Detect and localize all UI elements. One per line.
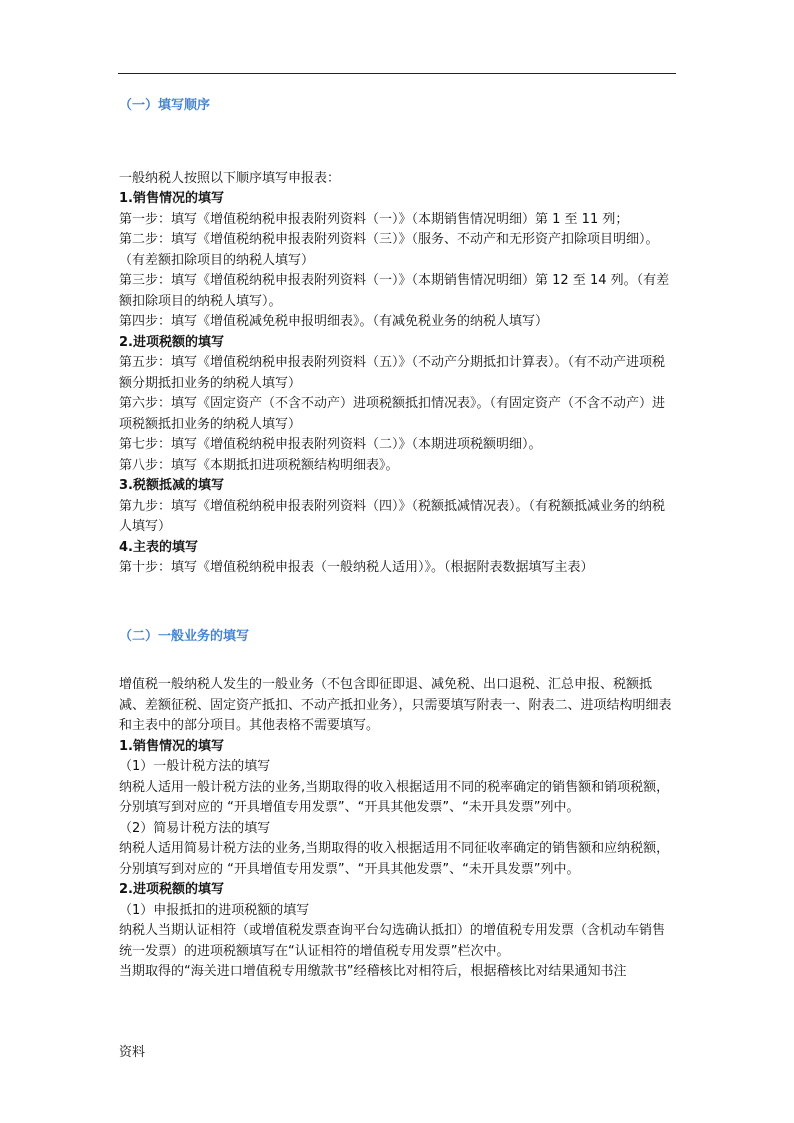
paragraph: 增值税一般纳税人发生的一般业务（不包含即征即退、减免税、出口退税、汇总申报、税额抵减、差额征税、固定资产抵扣、不动产抵扣业务），只需要填写附表一、附表二、进项结构明细表和主表中的部分项目。其他表格不需要填写。 — [119, 677, 672, 733]
step-2: 第二步：填写《增值税纳税申报表附列资料（三）》（服务、不动产和无形资产扣除项目明细）。（有差额扣除项目的纳税人填写） — [119, 232, 659, 268]
step-6: 第六步：填写《固定资产（不含不动产）进项税额抵扣情况表》。（有固定资产（不含不动产）进项税额抵扣业务的纳税人填写） — [119, 396, 666, 432]
item-title: （1）一般计税方法的填写 — [119, 759, 271, 774]
step-7: 第七步：填写《增值税纳税申报表附列资料（二）》（本期进项税额明细）。 — [119, 437, 542, 452]
step-8: 第八步：填写《本期抵扣进项税额结构明细表》。 — [119, 457, 399, 473]
section-heading-general: （二）一般业务的填写 — [119, 628, 250, 644]
subheading: 2.进项税额的填写 — [119, 334, 224, 350]
subheading: 1.销售情况的填写 — [119, 738, 224, 754]
item-title: （1）申报抵扣的进项税额的填写 — [119, 902, 310, 918]
paragraph: 纳税人当期认证相符（或增值税发票查询平台勾选确认抵扣）的增值税专用发票（含机动车销售统一发票）的进项税额填写在“认证相符的增值税专用发票”栏次中。 — [119, 923, 666, 959]
subheading: 2.进项税额的填写 — [119, 882, 224, 897]
step-1: 第一步：填写《增值税纳税申报表附列资料（一）》（本期销售情况明细）第 1 至 11 列； — [119, 211, 629, 227]
paragraph: 纳税人适用简易计税方法的业务,当期取得的收入根据适用不同征收率确定的销售额和应纳税额，分别填写到对应的 “开具增值专用发票”、“开具其他发票”、“未开具发票”列中。 — [119, 841, 670, 877]
section-heading-order: （一）填写顺序 — [119, 98, 211, 113]
subheading: 3.税额抵减的填写 — [119, 478, 224, 493]
paragraph: 当期取得的“海关进口增值税专用缴款书”经稽核比对相符后，根据稽核比对结果通知书注 — [119, 964, 627, 979]
step-4: 第四步：填写《增值税减免税申报明细表》。（有减免税业务的纳税人填写） — [119, 314, 549, 329]
item-title: （2）简易计税方法的填写 — [119, 820, 271, 836]
step-10: 第十步：填写《增值税纳税申报表（一般纳税人适用）》。（根据附表数据填写主表） — [119, 560, 594, 575]
header-rule — [118, 73, 676, 74]
paragraph: 一般纳税人按照以下顺序填写申报表： — [119, 170, 341, 186]
subheading: 1.销售情况的填写 — [119, 191, 224, 206]
step-5: 第五步：填写《增值税纳税申报表附列资料（五）》（不动产分期抵扣计算表）。（有不动产进项税额分期抵扣业务的纳税人填写） — [119, 355, 666, 391]
footer-label: 资料 — [119, 1045, 146, 1060]
subheading: 4.主表的填写 — [119, 539, 198, 555]
paragraph: 纳税人适用一般计税方法的业务,当期取得的收入根据适用不同的税率确定的销售额和销项税额，分别填写到对应的 “开具增值专用发票”、“开具其他发票”、“未开具发票”列中。 — [119, 779, 670, 815]
document-body — [119, 96, 675, 983]
step-9: 第九步：填写《增值税纳税申报表附列资料（四）》（税额抵减情况表）。（有税额抵减业务的纳税人填写） — [119, 498, 666, 534]
step-3: 第三步：填写《增值税纳税申报表附列资料（一）》（本期销售情况明细）第 12 至 14 列。（有差额扣除项目的纳税人填写）。 — [119, 273, 670, 309]
